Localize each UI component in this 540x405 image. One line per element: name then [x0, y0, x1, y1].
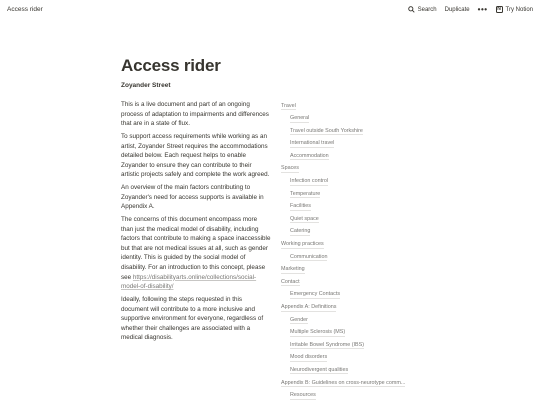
toc-item[interactable] — [281, 201, 511, 214]
toc-item[interactable] — [281, 365, 511, 378]
try-notion-button[interactable] — [496, 6, 533, 13]
toc-item[interactable] — [281, 226, 511, 239]
toc-item[interactable] — [281, 189, 511, 202]
toc-item[interactable] — [281, 126, 511, 139]
toc-item[interactable] — [281, 352, 511, 365]
toc-item-label: Mood disorders — [290, 354, 328, 361]
toc-item[interactable] — [281, 113, 511, 126]
toc-item[interactable] — [281, 302, 511, 315]
toc-item-label: Gender — [290, 316, 308, 323]
top-actions — [408, 6, 533, 13]
notion-logo-icon: N — [497, 6, 501, 12]
toc-item-label: Communication — [290, 253, 328, 260]
toc-item[interactable] — [281, 163, 511, 176]
main-content — [121, 100, 271, 346]
toc-item-label: Resources — [290, 392, 316, 399]
search-button[interactable] — [408, 6, 437, 13]
toc-item-label: Neurodivergent qualities — [290, 366, 349, 373]
toc-item[interactable] — [281, 138, 511, 151]
toc-item[interactable] — [281, 327, 511, 340]
paragraph-social-model — [121, 215, 271, 292]
toc-item[interactable] — [281, 252, 511, 265]
toc-item-label: Appendix B: Guidelines on cross-neurotype comm... — [281, 379, 406, 386]
table-of-contents — [281, 101, 511, 403]
toc-item[interactable] — [281, 101, 511, 114]
toc-item-label: Irritable Bowel Syndrome (IBS) — [290, 341, 364, 348]
toc-item[interactable] — [281, 390, 511, 403]
toc-item[interactable] — [281, 214, 511, 227]
toc-item-label: Marketing — [281, 266, 305, 273]
toc-item-label: Emergency Contacts — [290, 291, 341, 298]
search-icon — [408, 6, 415, 13]
breadcrumb[interactable]: Access rider — [7, 6, 43, 13]
toc-item[interactable] — [281, 264, 511, 277]
more-button[interactable]: ••• — [477, 4, 488, 14]
toc-item-label: Multiple Sclerosis (MS) — [290, 329, 346, 336]
toc-item-label: Contact — [281, 278, 300, 285]
toc-item[interactable] — [281, 340, 511, 353]
toc-item-label: Facilities — [290, 203, 311, 210]
toc-item-label: Appendix A: Definitions — [281, 304, 337, 310]
page-author: Zoyander Street — [121, 82, 171, 89]
paragraph-intro: This is a live document and part of an ongoing process of adaptation to impairments and differences that are in a state of flux. — [121, 101, 269, 128]
toc-item[interactable] — [281, 289, 511, 302]
toc-item[interactable] — [281, 239, 511, 252]
try-notion-label: Try Notion — [505, 6, 533, 13]
toc-item[interactable] — [281, 277, 511, 290]
toc-item-label: Infection control — [290, 178, 329, 185]
duplicate-button[interactable] — [445, 7, 470, 13]
paragraph-social-model-text: The concerns of this document encompass more than just the medical model of disability, including factors that contribute to making a space inaccessible but that are not medical issues at all, such as gender identity. This is guided by the social model of disability. For an introduction to this concept, please see — [121, 216, 271, 281]
toc-item-label: Travel outside South Yorkshire — [290, 127, 363, 134]
toc-item-label: Travel — [281, 102, 296, 109]
toc-item[interactable] — [281, 378, 511, 391]
page-title: Access rider — [121, 56, 221, 75]
toc-item-label: Catering — [290, 228, 311, 235]
toc-item[interactable] — [281, 176, 511, 189]
toc-item-label: General — [290, 115, 310, 122]
paragraph-requirements: To support access requirements while working as an artist, Zoyander Street requires the accommodations detailed below. Each request helps to enable Zoyander to ensure they can contribute to their artistic projects safely and complete the work agreed. — [121, 132, 270, 179]
toc-item-label: Accommodation — [290, 152, 329, 159]
paragraph-inclusive: Ideally, following the steps requested in this document will contribute to a more inclusive and supportive environment for everyone, regardless of whether their challenges are associated with a medical diagnosis. — [121, 296, 264, 342]
duplicate-label: Duplicate — [444, 6, 470, 13]
paragraph-overview: An overview of the main factors contributing to Zoyander's need for access supports is available in Appendix A. — [121, 184, 264, 211]
toc-item[interactable] — [281, 315, 511, 328]
toc-item[interactable] — [281, 151, 511, 164]
toc-item-label: Quiet space — [290, 215, 319, 222]
toc-item-label: Spaces — [281, 165, 299, 172]
search-label: Search — [417, 6, 437, 13]
toc-item-label: International travel — [290, 140, 335, 147]
social-model-link[interactable]: https://disabilityarts.online/collections/social-model-of-disability/ — [121, 273, 257, 291]
top-bar — [0, 0, 540, 19]
toc-item-label: Working practices — [281, 241, 324, 248]
toc-item-label: Temperature — [290, 190, 321, 197]
